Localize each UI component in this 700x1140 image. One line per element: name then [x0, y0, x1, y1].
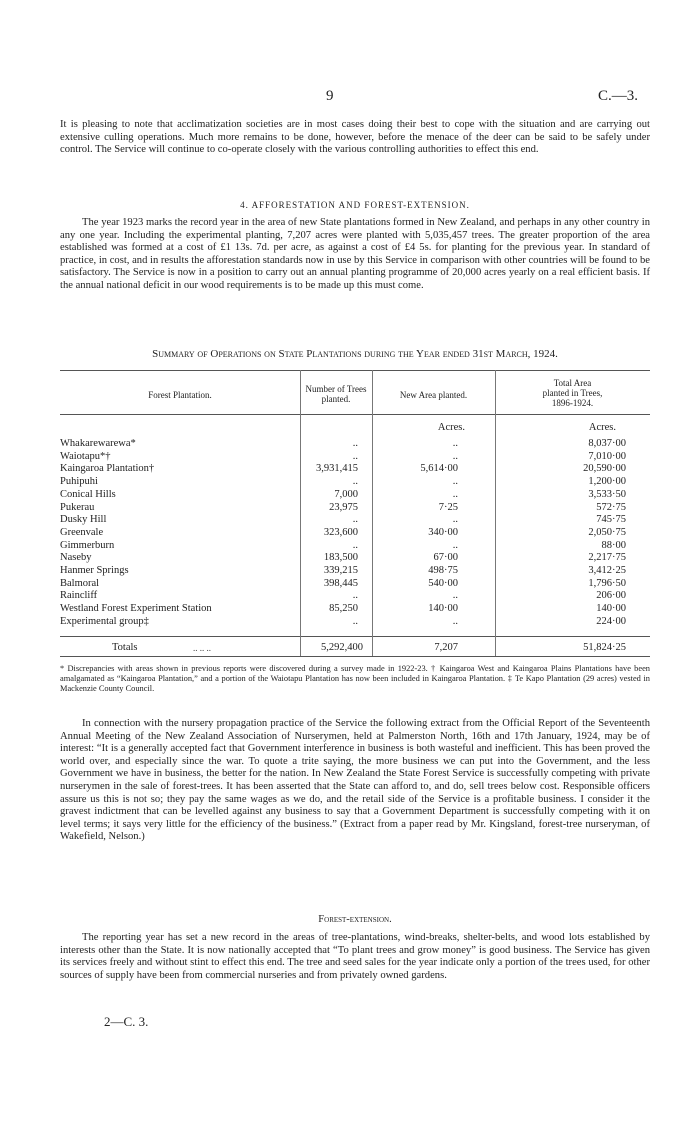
plantation-name: Kaingaroa Plantation†: [60, 463, 155, 475]
trees-planted-value: 7,000: [334, 488, 358, 500]
column-divider: [372, 370, 373, 656]
total-area-value: 3,412·25: [588, 565, 626, 576]
header-total-area: [495, 378, 650, 408]
total-area-value: 3,533·50: [588, 488, 626, 500]
new-area-value: 340·00: [428, 526, 458, 538]
new-area-value: ..: [452, 488, 458, 500]
plantation-name: Raincliff: [60, 590, 98, 602]
page-number: 9: [326, 88, 334, 104]
new-area-value: 540·00: [428, 577, 458, 589]
afforestation-paragraph: The year 1923 marks the record year in the area of new State plantations formed in New Zealand, and perhaps in any other country in any one year. Including the experimental planting, 7,207 acres were planted with 5,035,457 trees. The greater proportion of the area established was formed at a cost of £1 13s. 7d. per acre, as against a cost of £4 5s. for planting for the previous year. In standard of practice, in cost, and in results the afforestation standards now in use by this Service in comparison with other countries will be found to be satisfactory. The Service is now in a position to carry out an annual planting programme of 20,000 acres yearly on a real efficient basis. If the annual national deficit in our wood requirements is to be made up this must come.: [60, 217, 650, 291]
total-area-value: 745·75: [596, 514, 626, 526]
new-area-value: 5,614·00: [420, 463, 458, 475]
unit-area: Acres.: [437, 422, 465, 433]
total-area-value: 88·00: [601, 539, 626, 551]
table-totals-rule: [60, 636, 650, 637]
unit-total: Acres.: [588, 422, 616, 433]
new-area-value: 498·75: [428, 565, 458, 576]
section-heading: 4. AFFORESTATION AND FOREST-EXTENSION.: [240, 200, 470, 210]
total-area-value: 572·75: [596, 501, 626, 513]
trees-planted-value: 3,931,415: [316, 463, 358, 475]
document-reference: C.—3.: [598, 88, 639, 104]
new-area-value: ..: [452, 590, 458, 602]
table-footnotes: * Discrepancies with areas shown in previous reports were discovered during a survey made in 1922-23. † Kaingaroa West and Kaingaroa Plains Plantations have been amalgamated as “Kaingaroa Plantation,” and a portion of the Waiotapu Plantation has now been included in Kaingaroa Plantation. ‡ Te Kapo Plantation (29 acres) vested in Mackenzie County Council.: [60, 664, 650, 693]
plantation-name: Waiotapu*†: [60, 450, 111, 462]
new-area-value: ..: [452, 450, 458, 462]
forest-extension-heading: Forest-extension.: [318, 914, 392, 925]
plantation-name: Greenvale: [60, 526, 104, 538]
trees-planted-value: 183,500: [323, 552, 358, 564]
plantation-name: Puhipuhi: [60, 476, 98, 488]
header-forest-plantation: Forest Plantation.: [148, 390, 212, 400]
plantation-name: Gimmerburn: [60, 539, 115, 551]
new-area-value: 140·00: [428, 603, 458, 615]
total-area-value: 140·00: [596, 603, 626, 615]
total-area-value: 8,037·00: [588, 438, 626, 449]
trees-planted-value: ..: [352, 438, 358, 449]
plantation-name: Pukerau: [60, 501, 95, 513]
header-total-line-1: Total Area: [553, 378, 592, 388]
trees-planted-value: 339,215: [323, 565, 358, 576]
table-top-rule: [60, 370, 650, 371]
totals-leader: .. .. ..: [193, 643, 211, 653]
column-divider: [495, 370, 496, 656]
forest-extension-paragraph: The reporting year has set a new record in the areas of tree-plantations, wind-breaks, shelter-belts, and wood lots established by interests other than the State. It is now nationally accepted that “To plant trees and grow money” is good business. The Service has given its services freely and without stint to effect this end. The tree and seed sales for the year indicate only a portion of the trees used, for other sources of supply have been from commercial nurseries and from privately owned gardens.: [60, 932, 650, 981]
new-area-value: 67·00: [433, 552, 458, 564]
total-area-value: 20,590·00: [583, 463, 626, 475]
trees-planted-value: ..: [352, 514, 358, 526]
trees-planted-value: 398,445: [323, 577, 358, 589]
header-total-line-3: 1896-1924.: [551, 398, 594, 408]
table-title: Summary of Operations on State Plantations during the Year ended 31st March, 1924.: [152, 348, 558, 360]
totals-trees: 5,292,400: [321, 642, 363, 653]
plantation-name: Whakarewarewa*: [60, 438, 136, 449]
total-area-value: 7,010·00: [588, 450, 626, 462]
intro-paragraph: It is pleasing to note that acclimatization societies are in most cases doing their best to cope with the situation and are carrying out extensive culling operations. Much more remains to be done, however, before the menace of the deer can be said to be safely under control. The Service will continue to co-operate closely with the various controlling authorities to effect this end.: [60, 119, 650, 156]
plantation-name: Dusky Hill: [60, 514, 107, 526]
header-new-area: New Area planted.: [399, 390, 468, 400]
nursery-paragraph: In connection with the nursery propagation practice of the Service the following extract from the Official Report of the Seventeenth Annual Meeting of the New Zealand Association of Nurserymen, held at Palmerston North, 16th and 17th January, 1924, may be of interest: “It is a generally accepted fact that Government interference in business is both wasteful and inefficient. This has been proved the world over, and especially since the war. To quote a trite saying, the more business we can put into the Government, and the less Government we have in business, the better for the nation. In New Zealand the State Forest Service is successfully competing with private nurserymen in the sale of forest-trees. It has been asserted that the State can afford to, and do, sell trees below cost. Responsible officers assure us this is not so; they pay the same wages as we do, and the retail side of the Service is a profitable business. I consider it the gravest indictment that can be levelled against any business to say that a Government Department is successfully competing with it on level terms; it says very little for the efficiency of the business.” (Extract from a paper read by Mr. Kingsland, forest-tree nurseryman, of Wakefield, Nelson.): [60, 718, 650, 843]
footer-signature: 2—C. 3.: [104, 1014, 149, 1029]
total-area-value: 2,217·75: [588, 552, 626, 564]
new-area-value: ..: [452, 514, 458, 526]
totals-area: 7,207: [434, 642, 458, 653]
plantation-name: Hanmer Springs: [60, 565, 129, 576]
trees-planted-value: ..: [352, 450, 358, 462]
total-area-value: 206·00: [596, 590, 626, 602]
totals-label: Totals: [112, 642, 138, 653]
trees-planted-value: ..: [352, 590, 358, 602]
trees-planted-value: ..: [352, 615, 358, 627]
table-header-rule: [60, 414, 650, 415]
totals-total: 51,824·25: [583, 642, 626, 653]
new-area-value: ..: [452, 438, 458, 449]
table-bottom-rule: [60, 656, 650, 657]
trees-planted-value: 323,600: [323, 526, 358, 538]
new-area-value: ..: [452, 476, 458, 488]
plantation-name: Naseby: [60, 552, 92, 564]
new-area-value: ..: [452, 539, 458, 551]
plantation-name: Conical Hills: [60, 488, 116, 500]
total-area-value: 2,050·75: [588, 526, 626, 538]
plantation-name: Experimental group‡: [60, 615, 149, 627]
header-trees-line-2: planted.: [321, 394, 351, 404]
new-area-value: 7·25: [438, 501, 458, 513]
header-trees-line-1: Number of Trees: [305, 384, 367, 394]
total-area-value: 1,796·50: [588, 577, 626, 589]
new-area-value: ..: [452, 615, 458, 627]
total-area-value: 1,200·00: [588, 476, 626, 488]
plantation-name: Westland Forest Experiment Station: [60, 603, 212, 615]
trees-planted-value: ..: [352, 476, 358, 488]
trees-planted-value: ..: [352, 539, 358, 551]
total-area-value: 224·00: [596, 615, 626, 627]
plantation-name: Balmoral: [60, 577, 100, 589]
header-total-line-2: planted in Trees,: [542, 388, 603, 398]
trees-planted-value: 23,975: [329, 501, 358, 513]
trees-planted-value: 85,250: [329, 603, 358, 615]
header-trees-planted: [300, 384, 372, 404]
